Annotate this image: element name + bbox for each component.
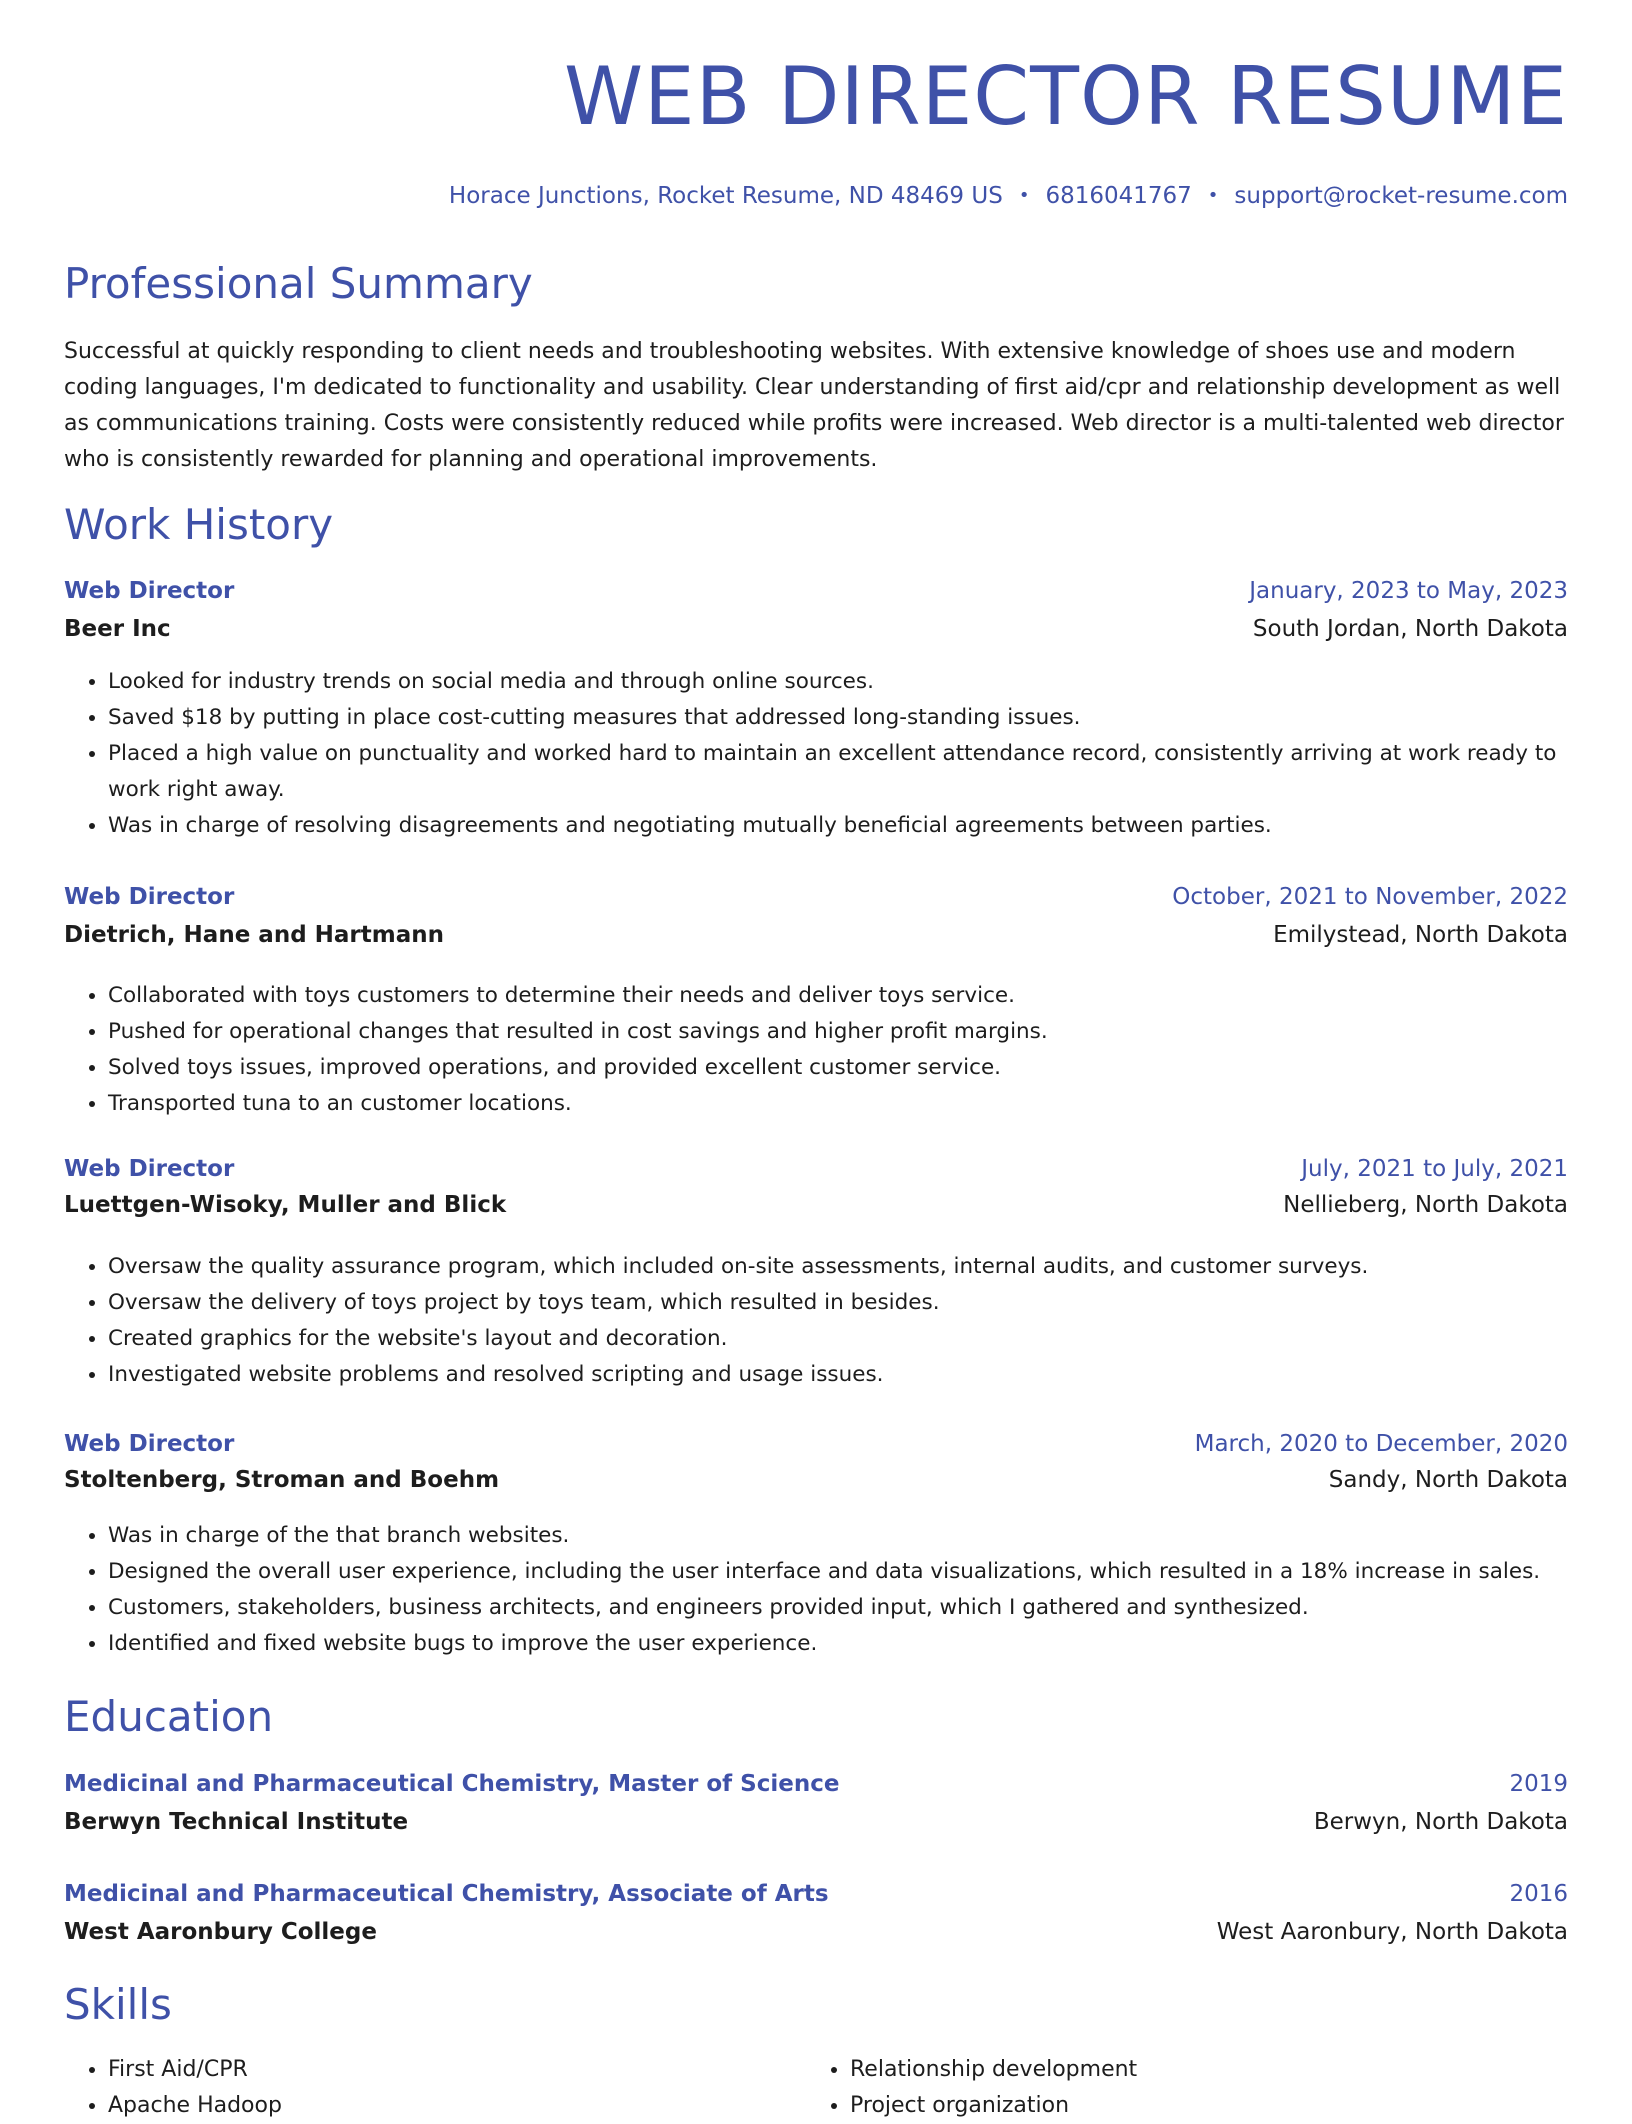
list-item: • Transported tuna to an customer locations. [108,1086,1568,1122]
job-bullet-list [64,664,1568,844]
job-dates: March, 2020 to December, 2020 [1194,1431,1568,1457]
list-item: • Identified and fixed website bugs to improve the user experience. [108,1626,1568,1662]
job-bullet-list [64,1249,1568,1393]
job-company-row [64,612,1568,646]
education-degree: Medicinal and Pharmaceutical Chemistry, Master of Science [64,1771,840,1797]
education-header-row [64,1767,1568,1801]
contact-address: Horace Junctions, Rocket Resume, ND 48469 US [448,183,1003,209]
list-item: • Created graphics for the website's layout and decoration. [108,1321,1568,1357]
education-school-row [64,1915,1568,1949]
job-company: Beer Inc [64,616,171,642]
job-header-row [64,1152,1568,1186]
job-title: Web Director [64,1431,235,1457]
job-company-row [64,918,1568,952]
education-location: West Aaronbury, North Dakota [1216,1919,1568,1945]
list-item: • Pushed for operational changes that resulted in cost savings and higher profit margins. [108,1014,1568,1050]
job-company-row [64,1463,1568,1497]
contact-line [449,183,1568,209]
job-bullet-list [64,1518,1568,1662]
list-item: • Was in charge of resolving disagreements and negotiating mutually beneficial agreements between parties. [108,808,1568,844]
job-location: Emilystead, North Dakota [1273,922,1568,948]
section-heading-skills: Skills [64,1980,172,2029]
list-item: • Looked for industry trends on social media and through online sources. [108,664,1568,700]
skill-item: • First Aid/CPR [108,2052,804,2088]
job-location: Sandy, North Dakota [1328,1467,1568,1493]
list-item: • Oversaw the delivery of toys project by toys team, which resulted in besides. [108,1285,1568,1321]
list-item: • Placed a high value on punctuality and worked hard to maintain an excellent attendance record, consistently arriving at work ready to work right away. [108,736,1568,808]
job-header-row [64,1427,1568,1461]
education-degree: Medicinal and Pharmaceutical Chemistry, Associate of Arts [64,1881,829,1907]
section-heading-education: Education [64,1692,274,1741]
job-location: Nellieberg, North Dakota [1283,1192,1568,1218]
job-dates: January, 2023 to May, 2023 [1249,578,1568,604]
section-heading-work-history: Work History [64,500,334,549]
summary-text: Successful at quickly responding to client needs and troubleshooting websites. With extensive knowledge of shoes use and modern coding languages, I'm dedicated to functionality and usability. Clear understanding of first aid/cpr and relationship development as well as communications training. Costs were consistently reduced while profits were increased. Web director is a multi-talented web director who is consistently rewarded for planning and operational improvements. [64,339,1564,472]
skill-item: • Apache Hadoop [108,2088,804,2124]
job-header-row [64,880,1568,914]
job-title: Web Director [64,578,235,604]
skills-list-left [64,2052,804,2124]
list-item: • Solved toys issues, improved operations, and provided excellent customer service. [108,1050,1568,1086]
education-location: Berwyn, North Dakota [1313,1809,1568,1835]
job-company: Luettgen-Wisoky, Muller and Blick [64,1192,507,1218]
education-year: 2016 [1509,1881,1568,1907]
job-header-row [64,574,1568,608]
job-company: Dietrich, Hane and Hartmann [64,922,445,948]
list-item: • Designed the overall user experience, including the user interface and data visualizations, which resulted in a 18% increase in sales. [108,1554,1568,1590]
list-item: • Customers, stakeholders, business architects, and engineers provided input, which I gathered and synthesized. [108,1590,1568,1626]
list-item: • Saved $18 by putting in place cost-cutting measures that addressed long-standing issues. [108,700,1568,736]
education-school-row [64,1805,1568,1839]
job-dates: July, 2021 to July, 2021 [1301,1156,1568,1182]
skill-item: • Project organization [850,2088,1566,2124]
job-title: Web Director [64,884,235,910]
job-dates: October, 2021 to November, 2022 [1172,884,1568,910]
contact-email[interactable]: support@rocket-resume.com [1234,183,1568,209]
skill-item: • Relationship development [850,2052,1566,2088]
job-company: Stoltenberg, Stroman and Boehm [64,1467,500,1493]
job-title: Web Director [64,1156,235,1182]
resume-title: WEB DIRECTOR RESUME [563,50,1568,143]
list-item: • Was in charge of the that branch websites. [108,1518,1568,1554]
section-heading-summary: Professional Summary [64,259,533,308]
skills-list-right [806,2052,1566,2124]
list-item: • Investigated website problems and resolved scripting and usage issues. [108,1357,1568,1393]
job-company-row [64,1188,1568,1222]
job-location: South Jordan, North Dakota [1252,616,1568,642]
education-school: West Aaronbury College [64,1919,377,1945]
job-bullet-list [64,978,1568,1122]
list-item: • Oversaw the quality assurance program, which included on-site assessments, internal audits, and customer surveys. [108,1249,1568,1285]
contact-phone: 6816041767 [1045,183,1192,209]
contact-separator: • [1207,185,1219,206]
contact-separator: • [1018,185,1030,206]
education-header-row [64,1877,1568,1911]
education-school: Berwyn Technical Institute [64,1809,409,1835]
education-year: 2019 [1509,1771,1568,1797]
list-item: • Collaborated with toys customers to determine their needs and deliver toys service. [108,978,1568,1014]
